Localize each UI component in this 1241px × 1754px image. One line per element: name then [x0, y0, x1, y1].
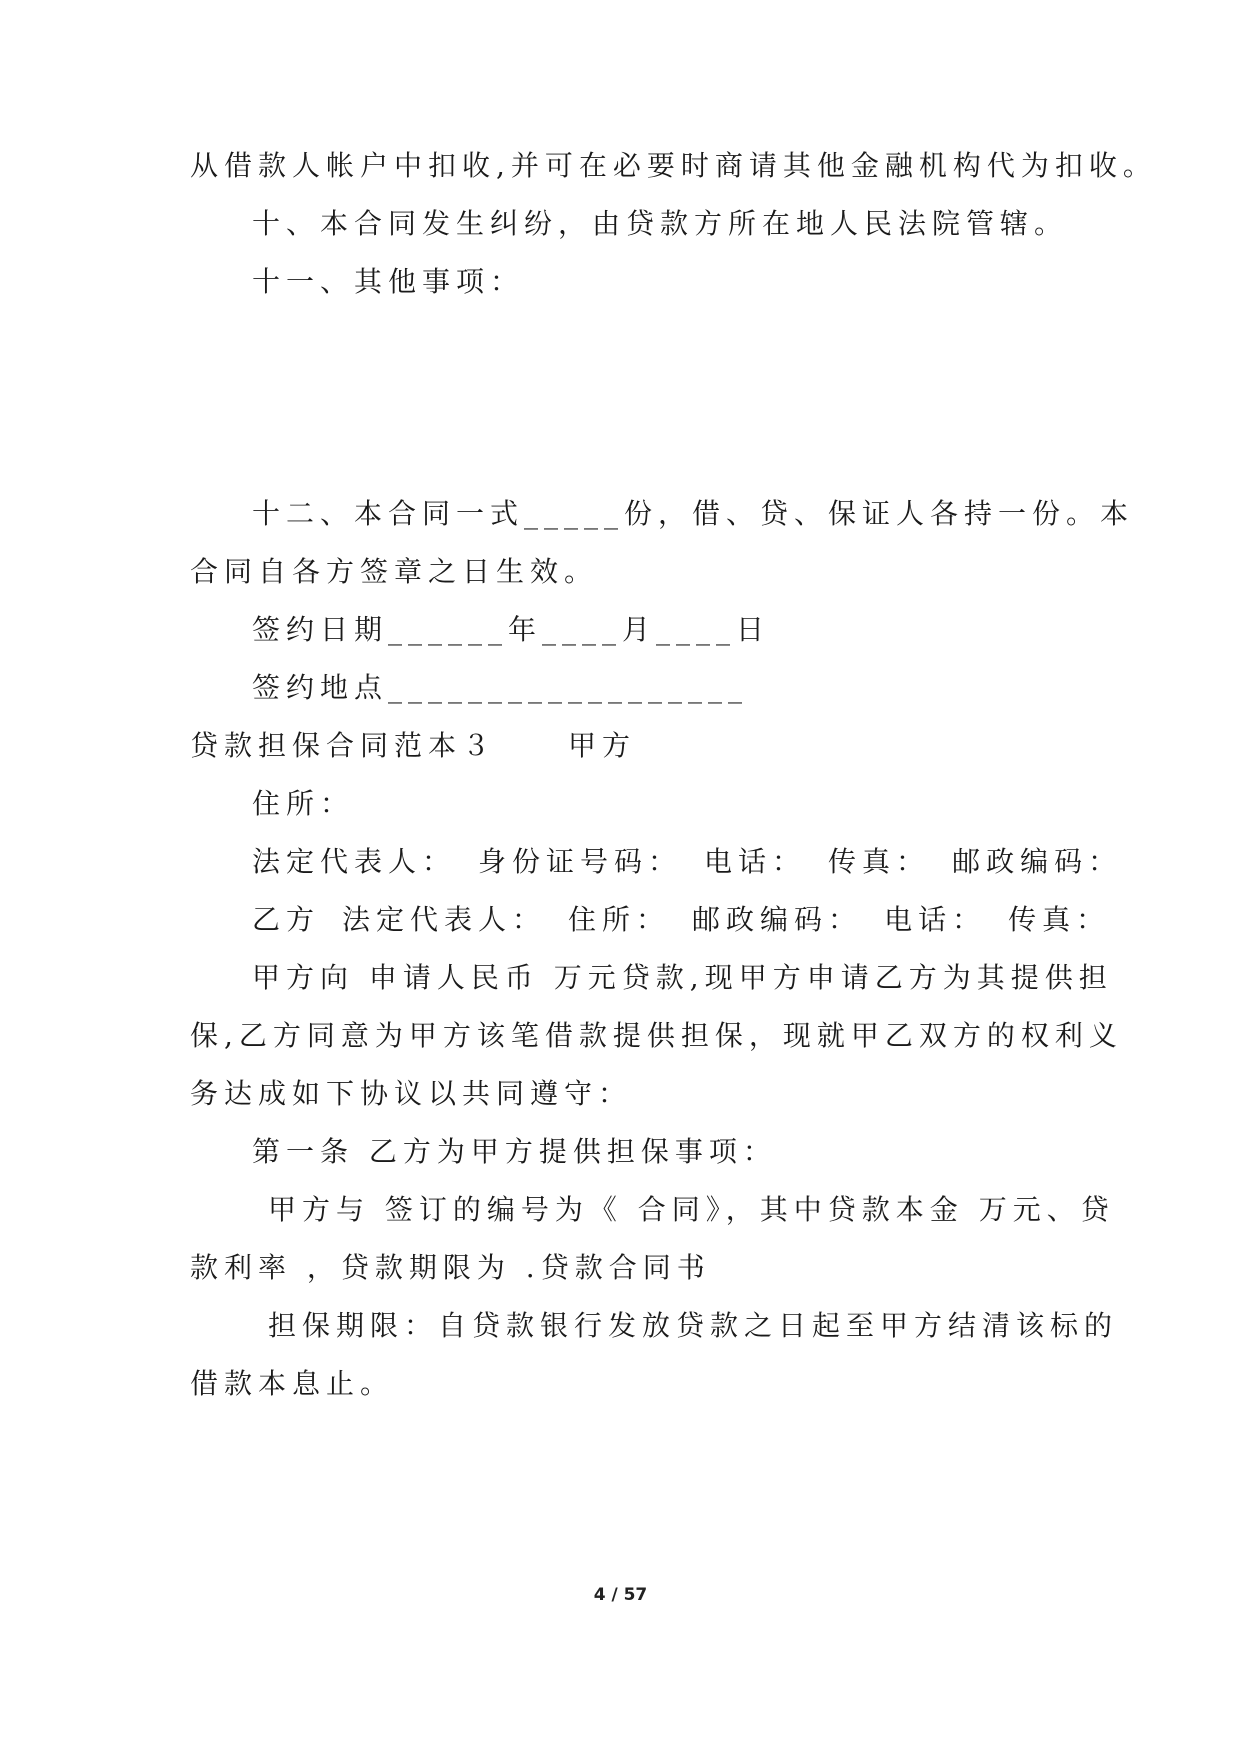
signing-place-line: 签约地点__________________	[252, 671, 749, 704]
field-label: 邮政编码：	[952, 845, 1123, 878]
field-label: 传真：	[828, 845, 931, 878]
field-label: 住所：	[568, 903, 671, 936]
paragraph-line: 从借款人帐户中扣收,并可在必要时商请其他金融机构代为扣收。	[190, 149, 1157, 182]
paragraph-line: 借款本息止。	[190, 1367, 395, 1400]
field-label: 乙方	[252, 903, 321, 936]
paragraph-line: 十、本合同发生纠纷，由贷款方所在地人民法院管辖。	[252, 207, 1069, 240]
page-number: 4 / 57	[593, 1585, 648, 1605]
article-heading: 第一条 乙方为甲方提供担保事项：	[252, 1135, 777, 1168]
paragraph-line: 住所：	[252, 787, 355, 820]
field-label: 邮政编码：	[692, 903, 863, 936]
field-label: 传真：	[1008, 903, 1111, 936]
party-a-label: 甲方	[568, 729, 637, 762]
field-label: 电话：	[704, 845, 807, 878]
field-label: 电话：	[884, 903, 987, 936]
field-label: 法定代表人：	[252, 845, 457, 878]
paragraph-line: 担保期限：自贷款银行发放贷款之日起至甲方结清该标的	[268, 1309, 1119, 1342]
party-a-fields	[252, 842, 1123, 882]
field-label: 法定代表人：	[342, 903, 547, 936]
paragraph-line: 务达成如下协议以共同遵守：	[190, 1077, 633, 1110]
paragraph-line: 十一、其他事项：	[252, 265, 525, 298]
contract-title: 贷款担保合同范本３	[190, 729, 497, 762]
paragraph-line: 保,乙方同意为甲方该笔借款提供担保，现就甲乙双方的权利义	[190, 1019, 1123, 1052]
signing-date-line: 签约日期______年____月____日	[252, 613, 771, 646]
party-b-fields	[252, 900, 1111, 940]
field-label: 身份证号码：	[478, 845, 683, 878]
paragraph-line: 合同自各方签章之日生效。	[190, 555, 599, 588]
paragraph-line: 甲方向 申请人民币 万元贷款,现甲方申请乙方为其提供担	[252, 961, 1113, 994]
section-title-line	[190, 726, 1071, 766]
paragraph-line: 款利率 ，贷款期限为 .贷款合同书	[190, 1251, 711, 1284]
paragraph-line: 甲方与 签订的编号为《 合同》，其中贷款本金 万元、贷	[268, 1193, 1115, 1226]
paragraph-line: 十二、本合同一式_____份，借、贷、保证人各持一份。本	[252, 497, 1135, 530]
